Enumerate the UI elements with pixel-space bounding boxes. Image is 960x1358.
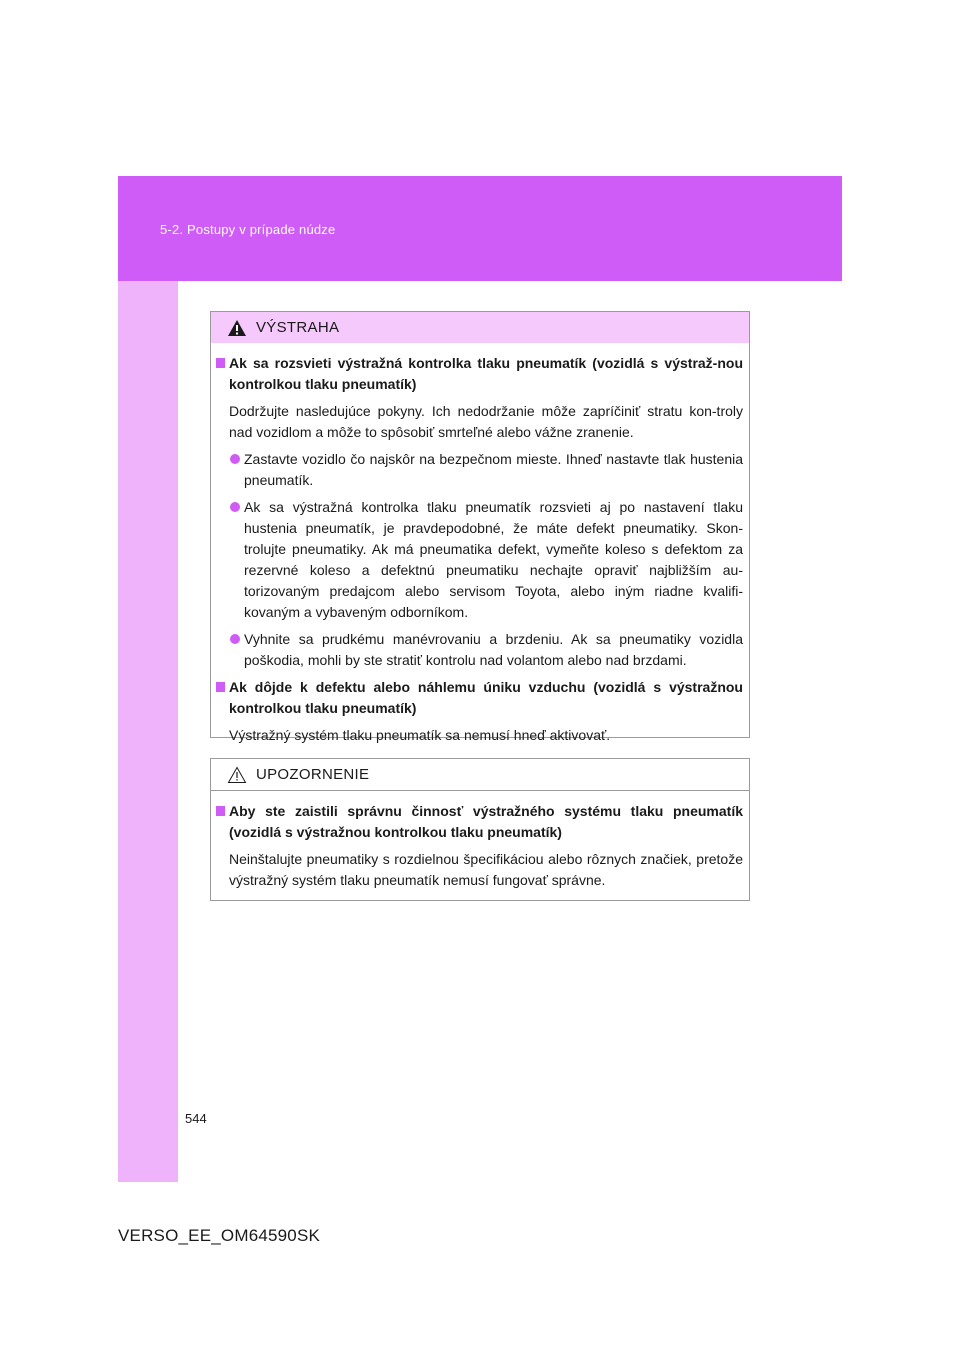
warning-bullet-1-text: Zastavte vozidlo čo najskôr na bezpečnom mieste. Ihneď nastavte tlak hustenia pneumatík. [244,451,743,488]
warning-item-2-heading: Ak dôjde k defektu alebo náhlemu úniku vzduchu (vozidlá s výstražnou kontrolkou tlaku pneumatík) [229,679,743,716]
caution-item-heading: Aby ste zaistili správnu činnosť výstražného systému tlaku pneumatík (vozidlá s výstražnou kontrolkou tlaku pneumatík) [229,803,743,840]
header-band [118,176,842,281]
warning-box [210,311,750,743]
warning-triangle-icon [227,319,247,337]
caution-triangle-icon [227,766,247,784]
side-strip [118,281,178,1182]
caution-title: UPOZORNENIE [256,766,370,783]
warning-body [211,343,749,746]
warning-bullet-3-text: Vyhnite sa prudkému manévrovaniu a brzdeniu. Ak sa pneumatiky vozidla poškodia, mohli by ste stratiť kontrolu nad volantom alebo nad brzdami. [244,631,743,668]
caution-item-text: Neinštalujte pneumatiky s rozdielnou špecifikáciou alebo rôznych značiek, pretože výstražný systém tlaku pneumatík nemusí fungovať správne. [229,851,743,888]
round-bullet-icon [230,634,240,644]
warning-item-1-heading: Ak sa rozsvieti výstražná kontrolka tlaku pneumatík (vozidlá s výstraž-nou kontrolkou tlaku pneumatík) [229,355,743,392]
warning-bullet-2-text: Ak sa výstražná kontrolka tlaku pneumatík rozsvieti aj po nastavení tlaku hustenia pneumatík, je pravdepodobné, že máte defekt pneumatiky. Skon-trolujte pneumatiky. Ak má pneumatika defekt, vymeňte koleso s defektom za rezervné koleso a defektnú pneumatiku nechajte opraviť najbližším au-torizovaným predajcom alebo servisom Toyota, alebo iným riadne kvalifi-kovaným a vybaveným odborníkom. [244,499,743,620]
caution-header [211,759,749,791]
warning-item-1 [219,353,743,395]
warning-bullet-1 [219,449,743,491]
caution-item [219,801,743,843]
warning-header [211,312,749,343]
document-code: VERSO_EE_OM64590SK [118,1226,321,1245]
round-bullet-icon [230,502,240,512]
warning-item-1-text: Dodržujte nasledujúce pokyny. Ich nedodržanie môže zapríčiniť stratu kon-troly nad vozidlom a môže to spôsobiť smrteľné alebo vážne zranenie. [229,403,743,440]
caution-box [210,758,750,901]
round-bullet-icon [230,454,240,464]
page-number: 544 [185,1111,207,1126]
caution-body [211,791,749,891]
warning-item-2 [219,677,743,719]
warning-title: VÝSTRAHA [256,319,340,336]
warning-bullet-3 [219,629,743,671]
square-bullet-icon [216,806,225,816]
square-bullet-icon [216,682,225,692]
square-bullet-icon [216,358,225,368]
warning-bullet-2 [219,497,743,623]
warning-item-2-text: Výstražný systém tlaku pneumatík sa nemusí hneď aktivovať. [229,727,611,743]
section-title: 5-2. Postupy v prípade núdze [160,222,336,237]
